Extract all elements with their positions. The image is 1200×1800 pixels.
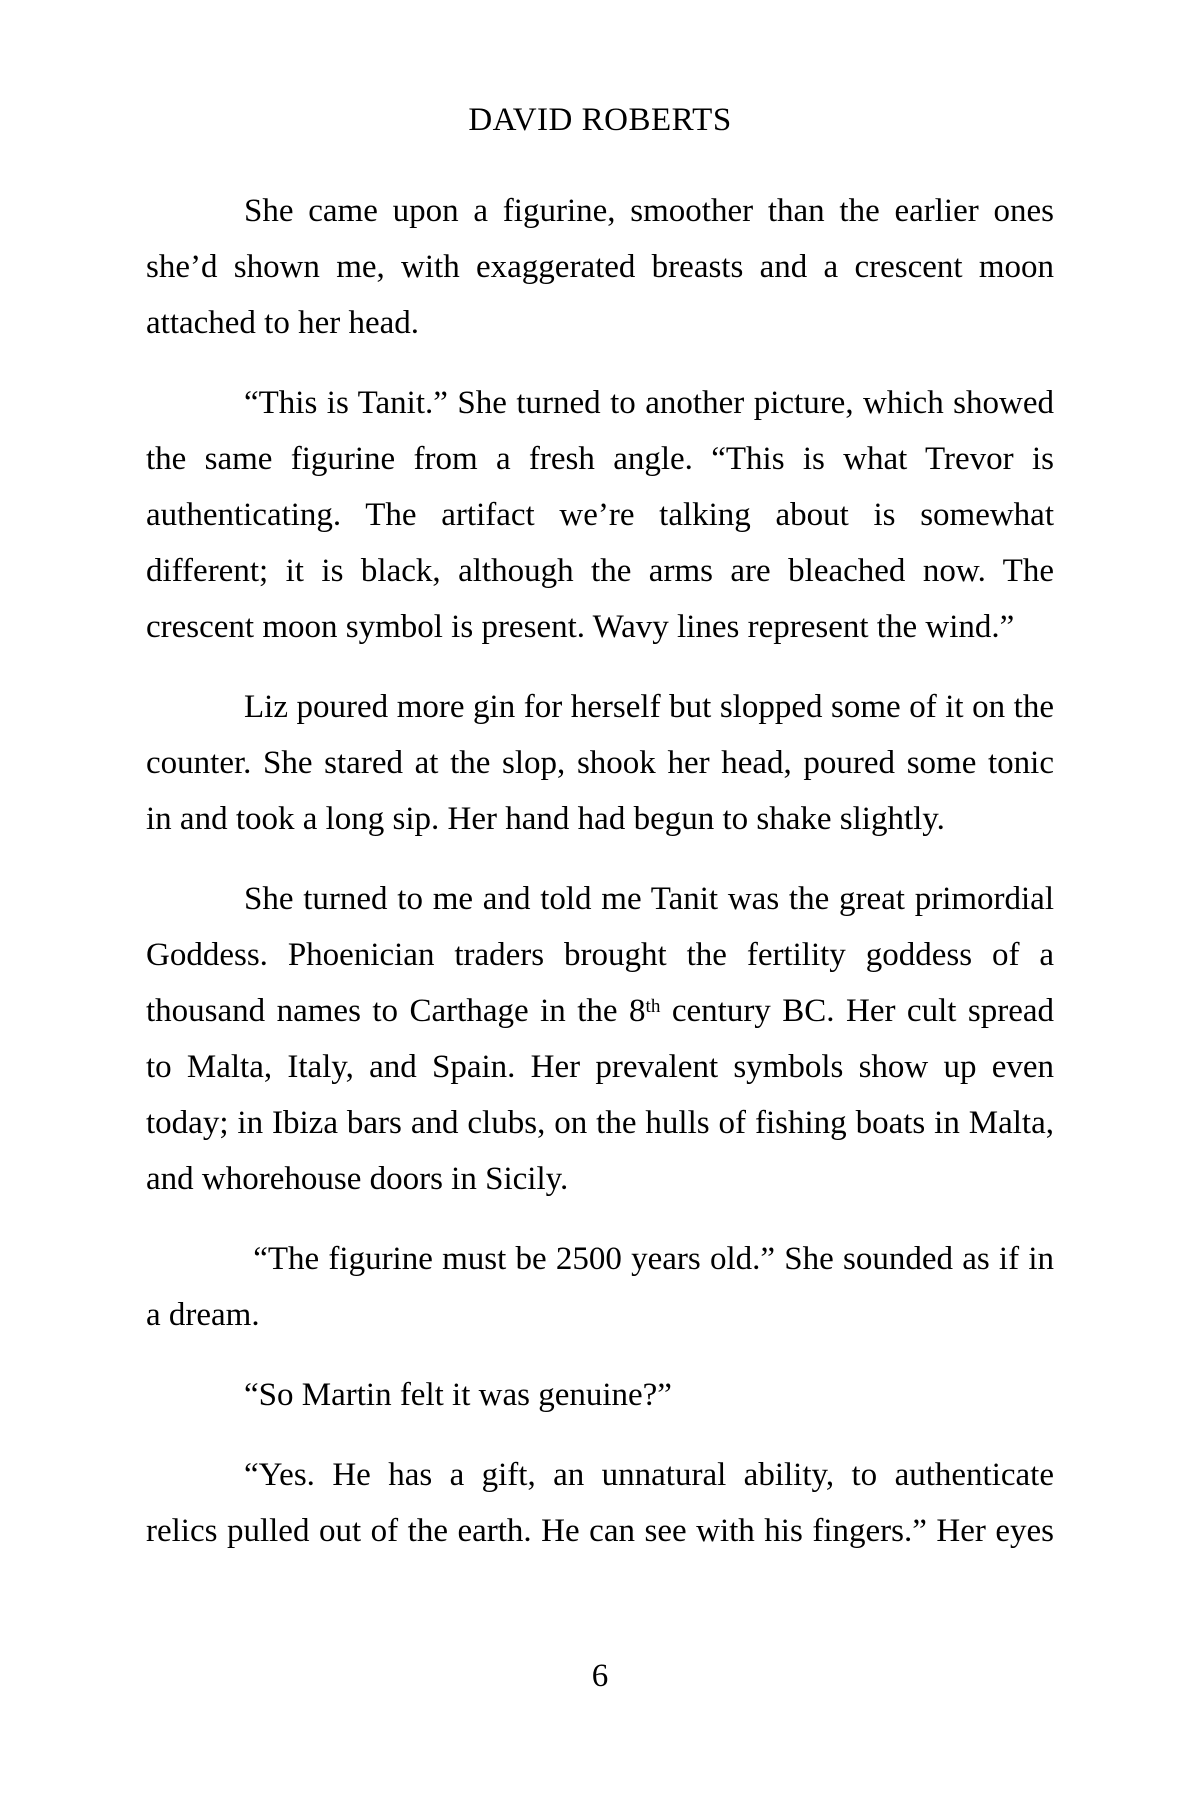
text-line: crescent moon symbol is present. Wavy lines represent the wind.” — [146, 609, 1015, 645]
paragraph — [146, 375, 1054, 655]
paragraph — [146, 679, 1054, 847]
text-line: and whorehouse doors in Sicily. — [146, 1161, 569, 1197]
text-line: “So Martin felt it was genuine?” — [244, 1377, 672, 1413]
page-number: 6 — [591, 1658, 609, 1694]
text-line: She came upon a figurine, smoother than the earlier ones — [244, 193, 1054, 229]
text-line: the same figurine from a fresh angle. “This is what Trevor is — [146, 441, 1054, 477]
text-line: authenticating. The artifact we’re talking about is somewhat — [146, 497, 1054, 533]
text-line: different; it is black, although the arms are bleached now. The — [146, 553, 1054, 589]
text-line: “The figurine must be 2500 years old.” She sounded as if in — [244, 1241, 1054, 1277]
text-line: she’d shown me, with exaggerated breasts and a crescent moon — [146, 249, 1054, 285]
paragraph — [146, 183, 1054, 351]
text-line: in and took a long sip. Her hand had begun to shake slightly. — [146, 801, 945, 837]
paragraph — [146, 1367, 1054, 1423]
text-line: attached to her head. — [146, 305, 420, 341]
text-line: thousand names to Carthage in the 8th century BC. Her cult spread — [146, 993, 1054, 1029]
text-line: Goddess. Phoenician traders brought the fertility goddess of a — [146, 937, 1054, 973]
text-line: a dream. — [146, 1297, 260, 1333]
text-line: to Malta, Italy, and Spain. Her prevalent symbols show up even — [146, 1049, 1054, 1085]
text-line: today; in Ibiza bars and clubs, on the hulls of fishing boats in Malta, — [146, 1105, 1054, 1141]
paragraph — [146, 1231, 1054, 1343]
text-line: counter. She stared at the slop, shook her head, poured some tonic — [146, 745, 1054, 781]
text-line: “This is Tanit.” She turned to another picture, which showed — [244, 385, 1054, 421]
text-line: She turned to me and told me Tanit was the great primordial — [244, 881, 1054, 917]
page-body — [146, 183, 1054, 1583]
text-line: “Yes. He has a gift, an unnatural ability, to authenticate — [244, 1457, 1054, 1493]
text-line: Liz poured more gin for herself but slopped some of it on the — [244, 689, 1054, 725]
text-line: relics pulled out of the earth. He can see with his fingers.” Her eyes — [146, 1513, 1054, 1549]
paragraph — [146, 871, 1054, 1207]
paragraph — [146, 1447, 1054, 1559]
running-header: DAVID ROBERTS — [468, 102, 732, 138]
superscript: th — [645, 996, 661, 1018]
